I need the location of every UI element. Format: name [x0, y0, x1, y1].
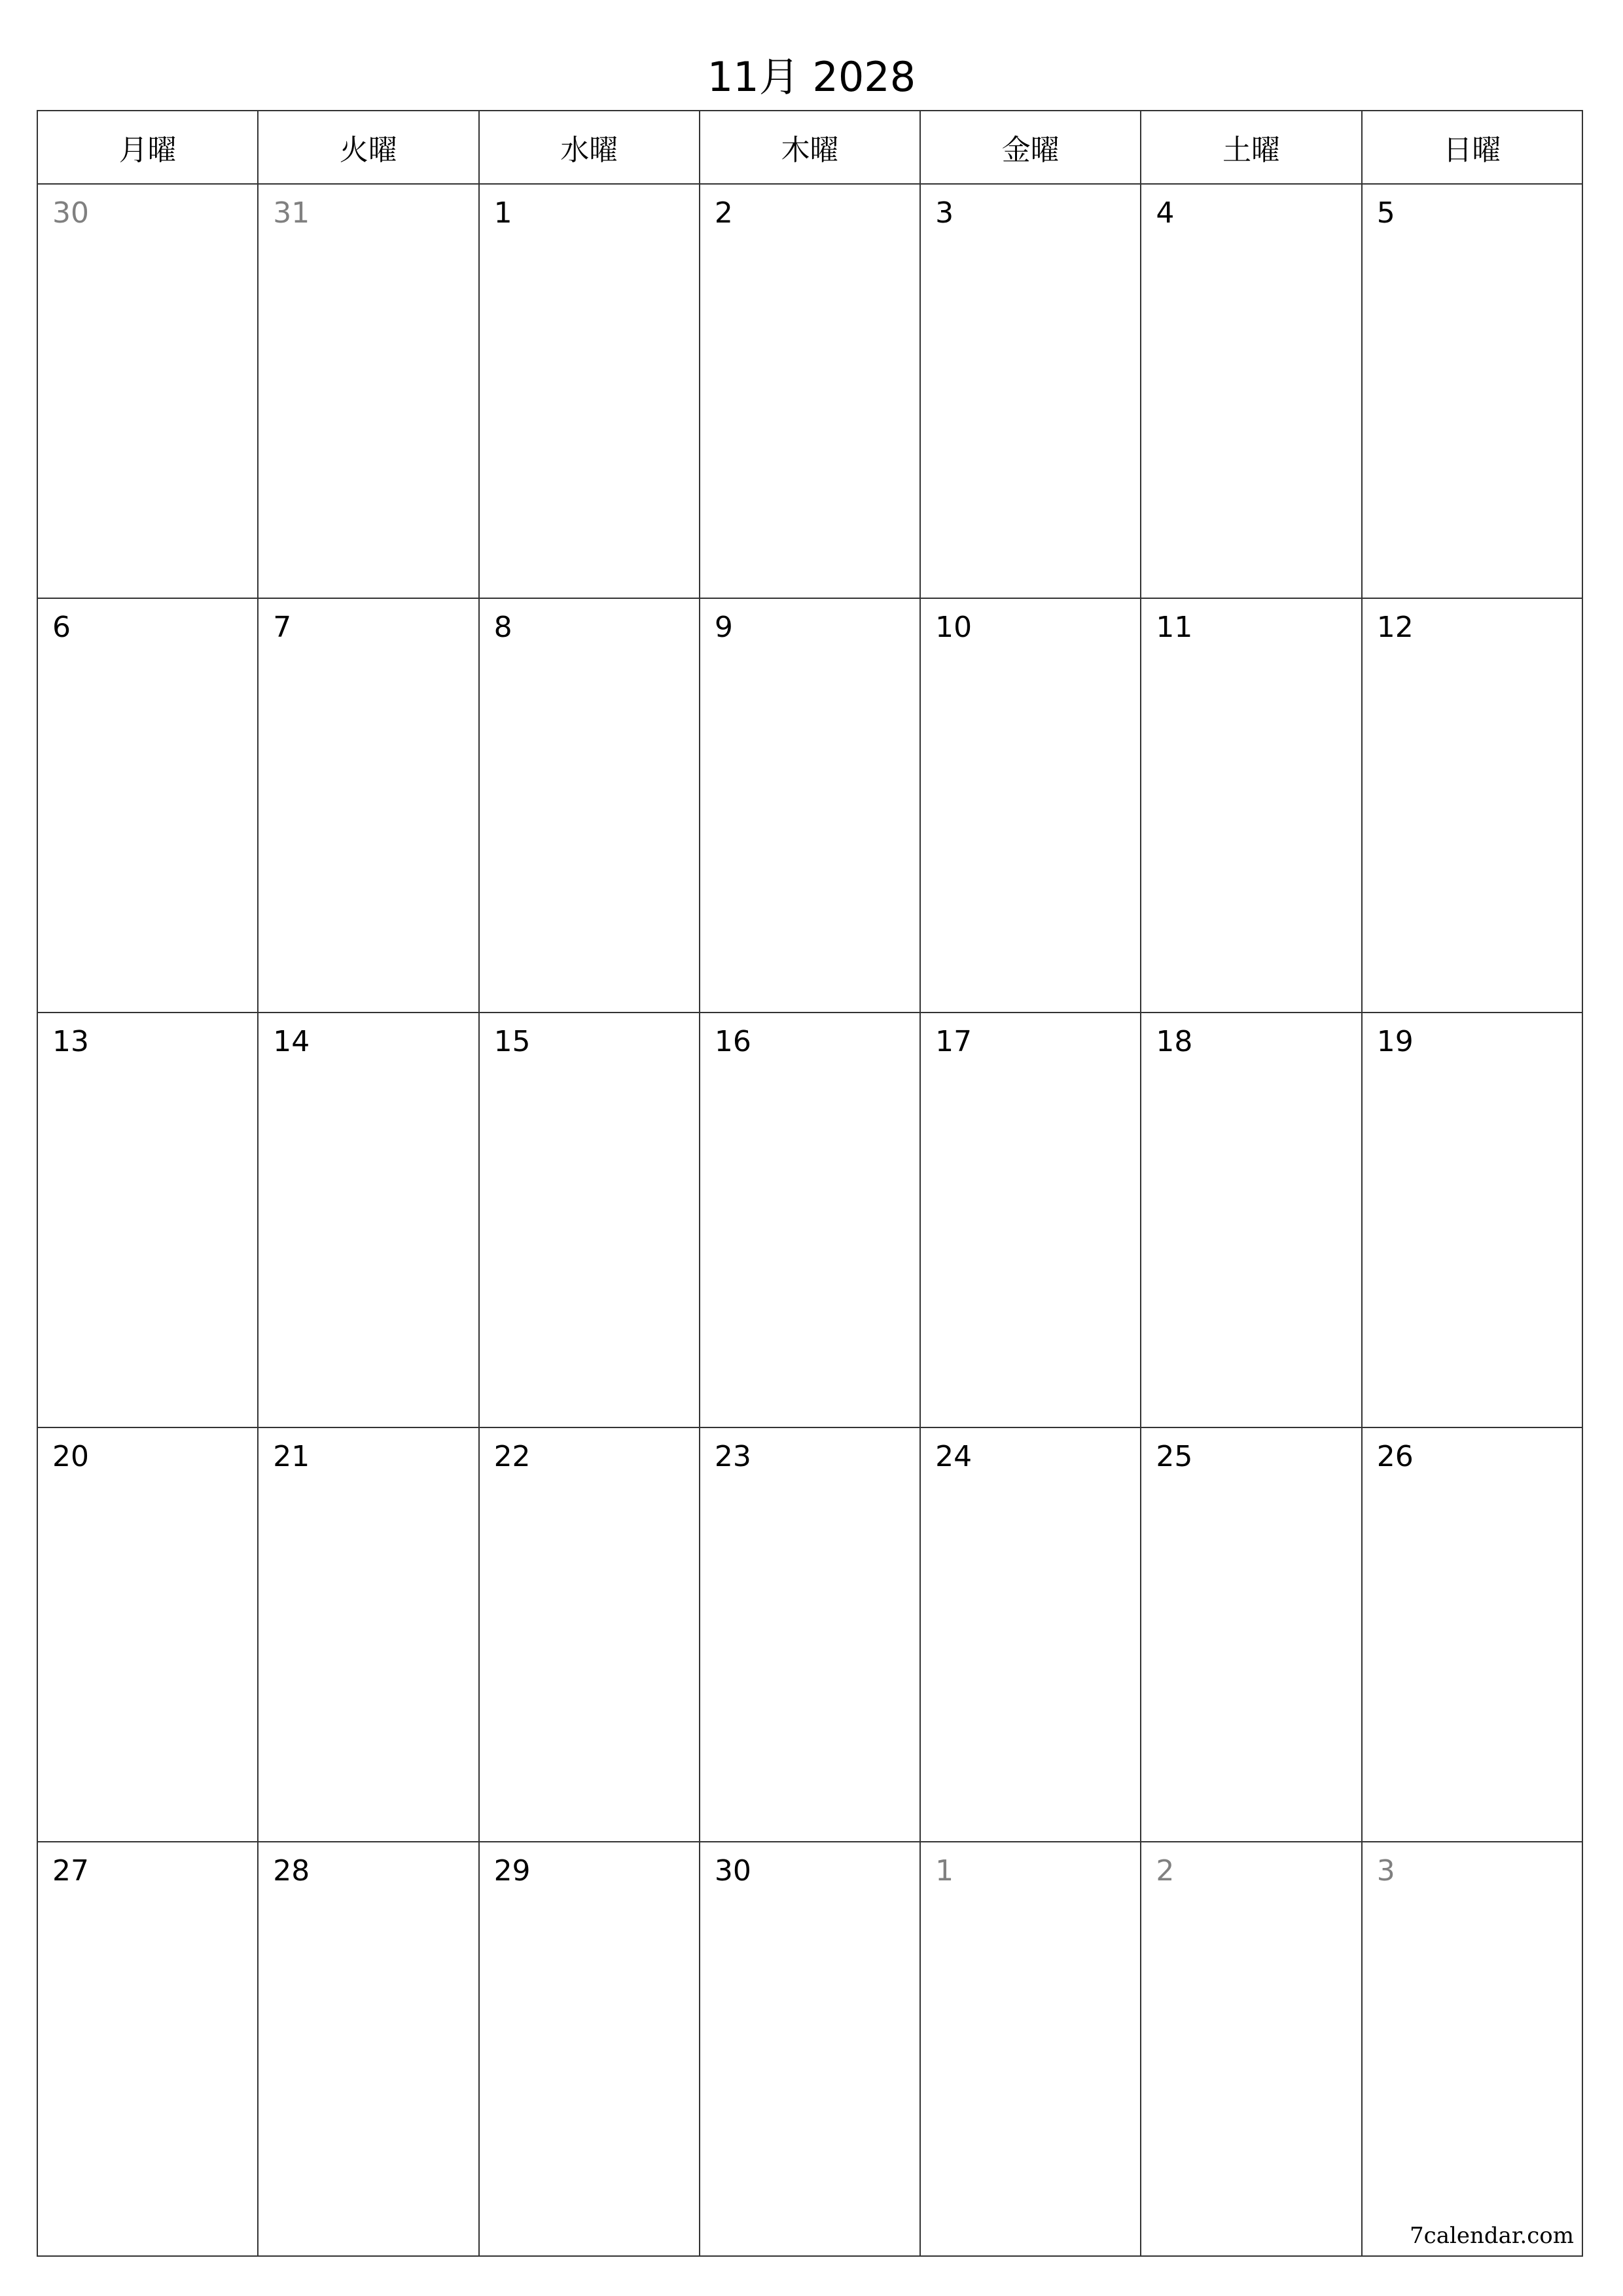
day-number: 22 [493, 1439, 531, 1473]
day-number: 2 [1156, 1854, 1175, 1888]
weekday-header: 水曜 [480, 111, 700, 185]
day-number: 26 [1376, 1439, 1414, 1473]
day-cell[interactable] [480, 1428, 700, 1842]
page-title: 11月 2028 [707, 53, 916, 101]
day-cell[interactable] [700, 1428, 921, 1842]
day-cell[interactable] [480, 185, 700, 599]
day-number: 3 [1376, 1854, 1395, 1888]
day-cell[interactable] [700, 185, 921, 599]
weekday-header: 火曜 [259, 111, 479, 185]
day-number: 20 [52, 1439, 89, 1473]
day-number: 7 [273, 611, 292, 645]
day-cell-other-month[interactable] [38, 185, 259, 599]
day-number: 28 [273, 1854, 310, 1888]
day-cell[interactable] [38, 1842, 259, 2257]
day-cell-other-month[interactable] [1363, 1842, 1583, 2257]
day-number: 6 [52, 611, 71, 645]
day-cell[interactable] [1141, 1428, 1362, 1842]
day-cell[interactable] [259, 1842, 479, 2257]
weekday-header: 木曜 [700, 111, 921, 185]
day-number: 2 [714, 196, 733, 230]
weekday-header: 土曜 [1141, 111, 1362, 185]
day-cell[interactable] [480, 599, 700, 1013]
day-number: 30 [714, 1854, 751, 1888]
weekday-header: 月曜 [38, 111, 259, 185]
day-cell[interactable] [38, 599, 259, 1013]
day-cell[interactable] [921, 185, 1141, 599]
site-credit: 7calendar.com [1410, 2223, 1574, 2249]
day-cell[interactable] [1141, 185, 1362, 599]
day-cell[interactable] [1363, 599, 1583, 1013]
day-cell[interactable] [1363, 1428, 1583, 1842]
day-number: 13 [52, 1025, 89, 1059]
day-number: 25 [1156, 1439, 1193, 1473]
day-number: 27 [52, 1854, 89, 1888]
day-number: 23 [714, 1439, 751, 1473]
day-cell[interactable] [700, 1842, 921, 2257]
day-cell[interactable] [921, 1013, 1141, 1427]
day-number: 3 [935, 196, 954, 230]
day-cell[interactable] [38, 1013, 259, 1427]
day-cell[interactable] [1141, 599, 1362, 1013]
day-number: 11 [1156, 611, 1193, 645]
day-number: 4 [1156, 196, 1175, 230]
day-cell[interactable] [1141, 1013, 1362, 1427]
day-number: 14 [273, 1025, 310, 1059]
day-number: 29 [493, 1854, 531, 1888]
weekday-header: 金曜 [921, 111, 1141, 185]
day-number: 10 [935, 611, 972, 645]
day-number: 21 [273, 1439, 310, 1473]
day-number: 1 [935, 1854, 954, 1888]
day-cell-other-month[interactable] [259, 185, 479, 599]
day-cell[interactable] [700, 1013, 921, 1427]
day-cell[interactable] [38, 1428, 259, 1842]
day-number: 17 [935, 1025, 972, 1059]
day-number: 24 [935, 1439, 972, 1473]
day-cell-other-month[interactable] [1141, 1842, 1362, 2257]
day-cell[interactable] [1363, 1013, 1583, 1427]
day-cell[interactable] [1363, 185, 1583, 599]
day-number: 19 [1376, 1025, 1414, 1059]
day-number: 1 [493, 196, 512, 230]
day-cell[interactable] [700, 599, 921, 1013]
day-number: 15 [493, 1025, 531, 1059]
day-number: 5 [1376, 196, 1395, 230]
day-cell[interactable] [921, 599, 1141, 1013]
day-cell[interactable] [480, 1842, 700, 2257]
day-cell[interactable] [259, 1428, 479, 1842]
day-number: 9 [714, 611, 733, 645]
day-number: 30 [52, 196, 89, 230]
day-number: 18 [1156, 1025, 1193, 1059]
day-number: 31 [273, 196, 310, 230]
day-number: 16 [714, 1025, 751, 1059]
day-cell[interactable] [259, 1013, 479, 1427]
day-cell[interactable] [259, 599, 479, 1013]
day-cell[interactable] [921, 1428, 1141, 1842]
day-cell[interactable] [480, 1013, 700, 1427]
month-grid [37, 110, 1583, 2257]
day-number: 12 [1376, 611, 1414, 645]
weekday-header: 日曜 [1363, 111, 1583, 185]
day-number: 8 [493, 611, 512, 645]
day-cell-other-month[interactable] [921, 1842, 1141, 2257]
